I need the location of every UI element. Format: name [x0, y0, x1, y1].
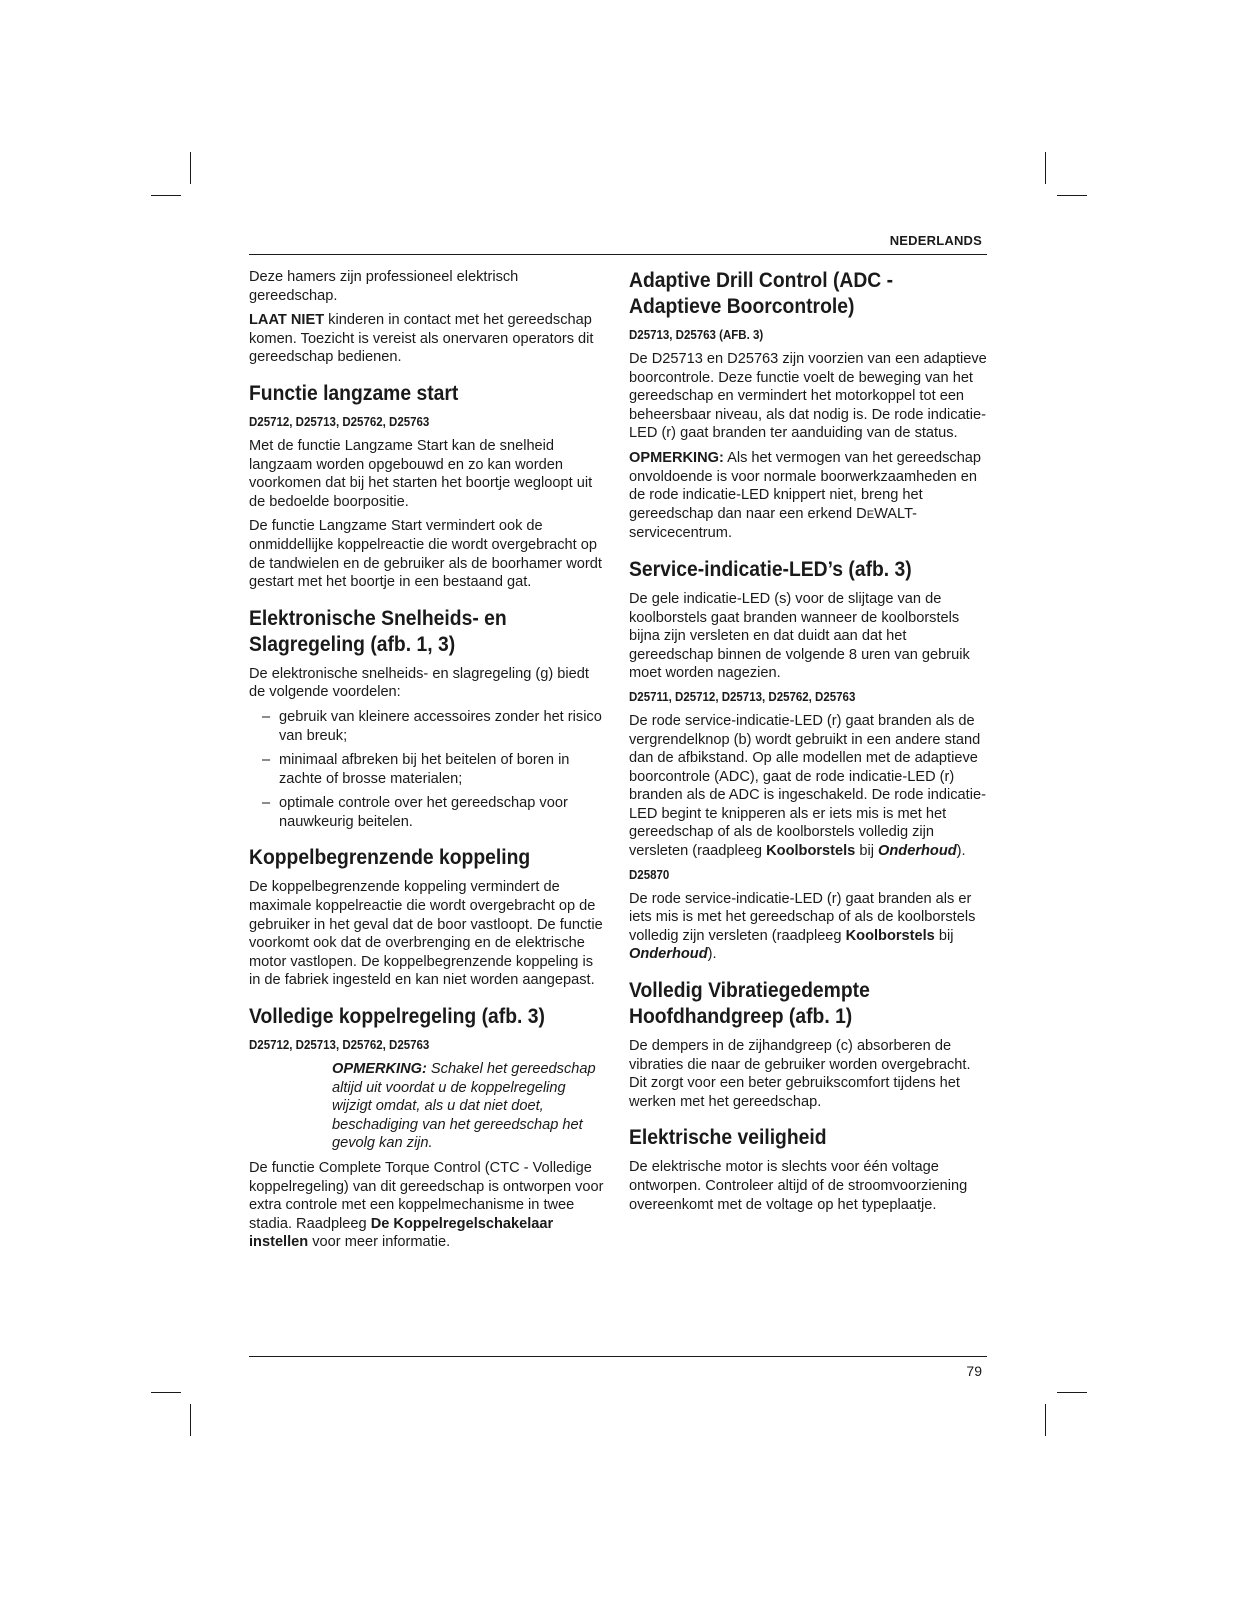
- benefits-list: [249, 708, 607, 832]
- page-number: 79: [966, 1363, 982, 1379]
- warning-paragraph: LAAT NIET kinderen in contact met het gereedschap komen. Toezicht is vereist als onervaren operators dit gereedschap bedienen.: [249, 312, 594, 366]
- header-rule: [249, 254, 987, 255]
- models-slow-start: D25712, D25713, D25762, D25763: [249, 414, 430, 429]
- crop-mark: [190, 152, 191, 184]
- crop-mark: [190, 1404, 191, 1436]
- list-item: – optimale controle over het gereedschap voor nauwkeurig beitelen.: [262, 795, 568, 830]
- header-language: NEDERLANDS: [889, 233, 982, 248]
- crop-mark: [1057, 1392, 1087, 1393]
- service-paragraph-b: De rode service-indicatie-LED (r) gaat branden als er iets mis is met het gereedschap of als de koolborstels volledig zijn versleten (raadpleeg Koolborstels bij Onderhoud).: [629, 890, 976, 963]
- adc-paragraph: De D25713 en D25763 zijn voorzien van een adaptieve boorcontrole. Deze functie voelt de beweging van het gereedschap en vermindert het motorkoppel tot een beheersbaar niveau, als dat nodig is. De rode indicatie-LED (r) gaat branden ter aanduiding van de status.: [629, 351, 987, 442]
- adc-note: OPMERKING: Als het vermogen van het gereedschap onvoldoende is voor normale boorwerkzaamheden en de rode indicatie-LED knippert niet, breng het gereedschap dan naar een erkend DEWALT-servicecentrum.: [629, 449, 982, 542]
- electronic-intro: De elektronische snelheids- en slagregeling (g) biedt de volgende voordelen:: [249, 665, 589, 701]
- heading-slow-start: Functie langzame start: [249, 381, 459, 405]
- heading-clutch: Koppelbegrenzende koppeling: [249, 846, 531, 870]
- warning-label: LAAT NIET: [249, 312, 325, 329]
- torque-note: OPMERKING: Schakel het gereedschap altijd uit voordat u de koppelregeling wijzigt omdat, als u dat niet doet, beschadiging van het gereedschap het gevolg kan zijn.: [332, 1061, 596, 1152]
- list-item: – minimaal afbreken bij het beitelen of boren in zachte of brosse materialen;: [262, 752, 570, 787]
- service-paragraph-a: De rode service-indicatie-LED (r) gaat branden als de vergrendelknop (b) wordt gebruikt in een andere stand dan de afbikstand. Op alle modellen met de adaptieve boorcontrole (ADC), gaat de rode indicatie-LED (r) branden als de ADC is ingeschakeld. De rode indicatie-LED begint te knipperen als er iets mis is met het gereedschap of als de koolborstels volledig zijn versleten (raadpleeg Koolborstels bij Onderhoud).: [629, 712, 986, 860]
- clutch-paragraph: De koppelbegrenzende koppeling vermindert de maximale koppelreactie die wordt overgebracht op de gebruiker in het geval dat de boor vastloopt. De functie voorkomt ook dat de overbrenging en de elektrische motor vastlopen. De koppelbegrenzende koppeling is in de fabriek ingesteld en kan niet worden aangepast.: [249, 879, 603, 989]
- heading-adc: Adaptive Drill Control (ADC - Adaptieve Boorcontrole): [629, 269, 894, 318]
- note-label: OPMERKING:: [629, 449, 724, 466]
- heading-electrical-safety: Elektrische veiligheid: [629, 1126, 827, 1150]
- crop-mark: [151, 195, 181, 196]
- slow-start-p2: De functie Langzame Start vermindert ook de onmiddellijke koppelreactie die wordt overgebracht op de tandwielen en de gebruiker als de boorhamer wordt gestart met het boortje in een bestaand gat.: [249, 518, 602, 591]
- electrical-paragraph: De elektrische motor is slechts voor één voltage ontworpen. Controleer altijd of de stroomvoorziening overeenkomt met de voltage op het typeplaatje.: [629, 1159, 968, 1213]
- torque-paragraph: De functie Complete Torque Control (CTC - Volledige koppelregeling) van dit gereedschap is ontworpen voor extra controle met een koppelmechanisme in twee stadia. Raadpleeg De Koppelregelschakelaar instellen voor meer informatie.: [249, 1160, 604, 1251]
- crop-mark: [1045, 152, 1046, 184]
- models-service-b: D25870: [629, 867, 670, 882]
- note-label: OPMERKING:: [332, 1061, 427, 1078]
- heading-service-led: Service-indicatie-LED’s (afb. 3): [629, 557, 912, 581]
- vibration-paragraph: De dempers in de zijhandgreep (c) absorberen de vibraties die naar de gebruiker worden overgebracht. Dit zorgt voor een beter gebruikscomfort tijdens het werken met het gereedschap.: [629, 1038, 971, 1110]
- crop-mark: [1045, 1404, 1046, 1436]
- models-service-a: D25711, D25712, D25713, D25762, D25763: [629, 689, 856, 704]
- crop-mark: [151, 1392, 181, 1393]
- slow-start-p1: Met de functie Langzame Start kan de snelheid langzaam worden opgebouwd en zo kan worden voorkomen dat bij het starten het boortje wegloopt uit de bedoelde boorpositie.: [249, 437, 593, 510]
- models-adc: D25713, D25763 (AFB. 3): [629, 328, 764, 342]
- heading-electronic-control: Elektronische Snelheids- en Slagregeling (afb. 1, 3): [249, 606, 507, 656]
- heading-torque-control: Volledige koppelregeling (afb. 3): [249, 1005, 545, 1029]
- service-paragraph: De gele indicatie-LED (s) voor de slijtage van de koolborstels gaat branden wanneer de koolborstels bijna zijn versleten en dat duidt aan dat het gereedschap binnen de volgende 8 uren van gebruik moet worden nagezien.: [629, 590, 970, 682]
- crop-mark: [1057, 195, 1087, 196]
- heading-vibration: Volledig Vibratiegedempte Hoofdhandgreep (afb. 1): [629, 979, 870, 1029]
- intro-paragraph: Deze hamers zijn professioneel elektrisch gereedschap.: [249, 269, 519, 304]
- models-torque: D25712, D25713, D25762, D25763: [249, 1038, 430, 1053]
- footer-rule: [249, 1356, 987, 1357]
- left-column: [249, 268, 607, 1258]
- right-column: [629, 268, 987, 1220]
- list-item: – gebruik van kleinere accessoires zonder het risico van breuk;: [262, 708, 602, 744]
- reference-bold: De Koppelregelschakelaar instellen: [249, 1215, 554, 1251]
